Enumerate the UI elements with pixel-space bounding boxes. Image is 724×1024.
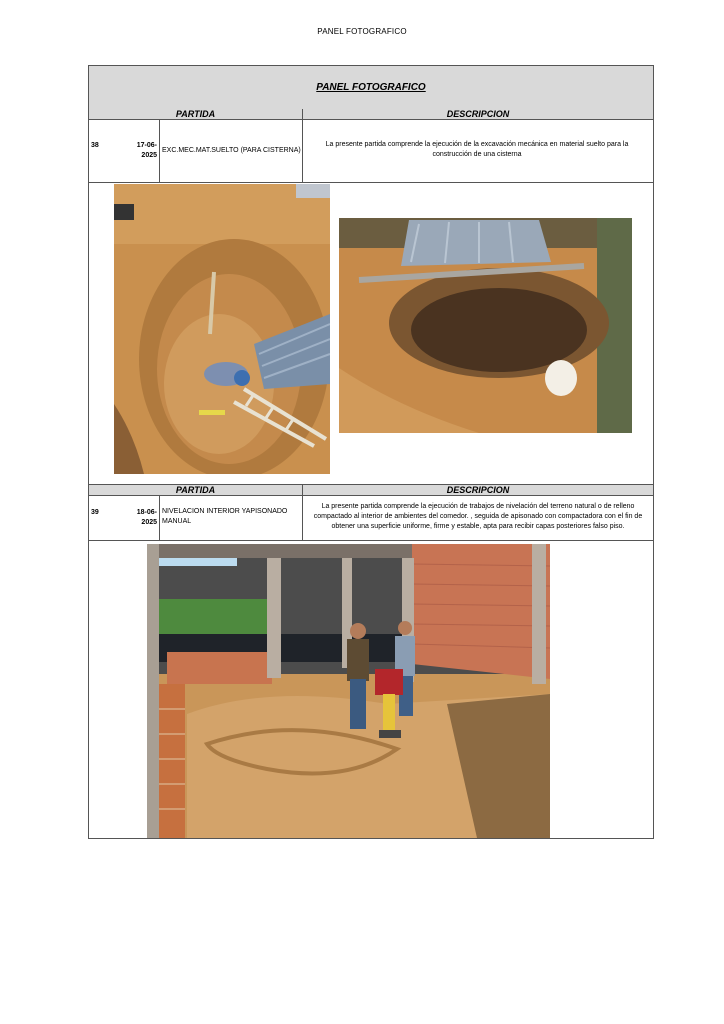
panel-title-bar bbox=[89, 66, 653, 110]
entry-date bbox=[115, 141, 157, 161]
entry-partida: EXC.MEC.MAT.SUELTO (PARA CISTERNA) bbox=[162, 147, 301, 154]
photo-panel bbox=[88, 65, 654, 839]
page-header: PANEL FOTOGRAFICO bbox=[317, 27, 407, 36]
divider bbox=[89, 540, 653, 541]
entry-date-line1: 17-06- bbox=[136, 142, 157, 149]
photo-cistern-excavation bbox=[339, 218, 632, 433]
entry-date-line1: 18-06- bbox=[136, 509, 157, 516]
entry-date-line2: 2025 bbox=[141, 152, 157, 159]
divider bbox=[159, 120, 160, 182]
divider bbox=[89, 182, 653, 183]
entry-description: La presente partida comprende la ejecución de trabajos de nivelación del terreno natural o de relleno compactado al interior de ambientes del comedor. , seguida de apisonado con compactadora con el fin de obtener una superficie uniforme, firme y estable, apta para recibir capas posteriores falso piso. bbox=[313, 503, 643, 530]
entry-description: La presente partida comprende la ejecución de la excavación mecánica en material suelto para la construcción de una cisterna bbox=[325, 141, 629, 158]
divider bbox=[302, 120, 303, 182]
entry-date-line2: 2025 bbox=[141, 519, 157, 526]
photo-floor-compaction bbox=[147, 544, 550, 838]
entry-number: 38 bbox=[91, 142, 99, 149]
column-header-partida: PARTIDA bbox=[89, 485, 302, 496]
panel-title: PANEL FOTOGRAFICO bbox=[316, 82, 426, 93]
photo-excavation-ladder bbox=[114, 184, 330, 474]
column-header-partida: PARTIDA bbox=[89, 109, 302, 120]
column-header-descripcion: DESCRIPCION bbox=[302, 485, 653, 496]
divider bbox=[302, 496, 303, 540]
column-header-descripcion: DESCRIPCION bbox=[302, 109, 653, 120]
divider bbox=[159, 496, 160, 540]
entry-partida: NIVELACION INTERIOR YAPISONADO MANUAL bbox=[162, 508, 288, 525]
entry-date bbox=[115, 508, 157, 528]
entry-number: 39 bbox=[91, 509, 99, 516]
